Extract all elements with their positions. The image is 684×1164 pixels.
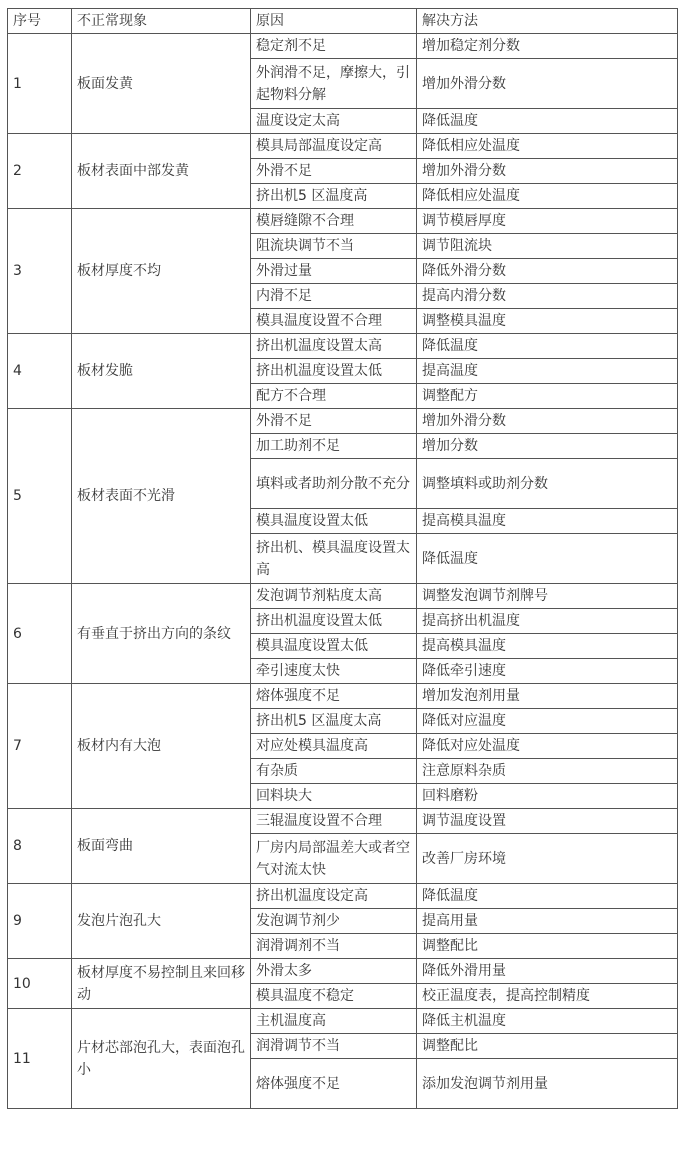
- cause-cell: 对应处模具温度高: [251, 734, 417, 759]
- solution-cell: 增加分数: [417, 434, 678, 459]
- row-number: 5: [8, 409, 72, 584]
- solution-cell: 降低相应处温度: [417, 134, 678, 159]
- table-row: [8, 34, 678, 59]
- cause-cell: 模具局部温度设定高: [251, 134, 417, 159]
- troubleshooting-table: [7, 8, 678, 1109]
- solution-cell: 降低相应处温度: [417, 184, 678, 209]
- cause-cell: 挤出机温度设置太低: [251, 359, 417, 384]
- solution-cell: 校正温度表，提高控制精度: [417, 984, 678, 1009]
- solution-cell: 降低外滑用量: [417, 959, 678, 984]
- table-row: [8, 1009, 678, 1034]
- header-cause: 原因: [251, 9, 417, 34]
- cause-cell: 配方不合理: [251, 384, 417, 409]
- cause-cell: 主机温度高: [251, 1009, 417, 1034]
- solution-cell: 注意原料杂质: [417, 759, 678, 784]
- solution-cell: 降低温度: [417, 884, 678, 909]
- row-number: 11: [8, 1009, 72, 1109]
- solution-cell: 调节阻流块: [417, 234, 678, 259]
- table-row: [8, 409, 678, 434]
- row-number: 10: [8, 959, 72, 1009]
- phenomenon-cell: 片材芯部泡孔大，表面泡孔小: [72, 1009, 251, 1109]
- cause-cell: 温度设定太高: [251, 109, 417, 134]
- solution-cell: 降低温度: [417, 109, 678, 134]
- row-number: 4: [8, 334, 72, 409]
- phenomenon-cell: 板材发脆: [72, 334, 251, 409]
- solution-cell: 提高内滑分数: [417, 284, 678, 309]
- solution-cell: 调节模唇厚度: [417, 209, 678, 234]
- cause-cell: 外滑过量: [251, 259, 417, 284]
- cause-cell: 回料块大: [251, 784, 417, 809]
- solution-cell: 提高模具温度: [417, 634, 678, 659]
- cause-cell: 模具温度不稳定: [251, 984, 417, 1009]
- row-number: 3: [8, 209, 72, 334]
- phenomenon-cell: 发泡片泡孔大: [72, 884, 251, 959]
- row-number: 8: [8, 809, 72, 884]
- row-number: 9: [8, 884, 72, 959]
- solution-cell: 增加外滑分数: [417, 409, 678, 434]
- table-row: [8, 884, 678, 909]
- cause-cell: 外滑不足: [251, 409, 417, 434]
- table-row: [8, 584, 678, 609]
- cause-cell: 发泡调节剂粘度太高: [251, 584, 417, 609]
- cause-cell: 有杂质: [251, 759, 417, 784]
- phenomenon-cell: 板材厚度不均: [72, 209, 251, 334]
- solution-cell: 调整发泡调节剂牌号: [417, 584, 678, 609]
- cause-cell: 三辊温度设置不合理: [251, 809, 417, 834]
- solution-cell: 改善厂房环境: [417, 834, 678, 884]
- phenomenon-cell: 有垂直于挤出方向的条纹: [72, 584, 251, 684]
- cause-cell: 阻流块调节不当: [251, 234, 417, 259]
- phenomenon-cell: 板材表面中部发黄: [72, 134, 251, 209]
- table-row: [8, 134, 678, 159]
- solution-cell: 增加外滑分数: [417, 59, 678, 109]
- cause-cell: 挤出机5 区温度太高: [251, 709, 417, 734]
- phenomenon-cell: 板面发黄: [72, 34, 251, 134]
- phenomenon-cell: 板材内有大泡: [72, 684, 251, 809]
- cause-cell: 厂房内局部温差大或者空气对流太快: [251, 834, 417, 884]
- cause-cell: 模唇缝隙不合理: [251, 209, 417, 234]
- cause-cell: 挤出机温度设置太高: [251, 334, 417, 359]
- phenomenon-cell: 板面弯曲: [72, 809, 251, 884]
- solution-cell: 降低温度: [417, 534, 678, 584]
- solution-cell: 提高模具温度: [417, 509, 678, 534]
- solution-cell: 提高温度: [417, 359, 678, 384]
- row-number: 2: [8, 134, 72, 209]
- header-row: [8, 9, 678, 34]
- cause-cell: 模具温度设置不合理: [251, 309, 417, 334]
- cause-cell: 内滑不足: [251, 284, 417, 309]
- solution-cell: 调节温度设置: [417, 809, 678, 834]
- row-number: 1: [8, 34, 72, 134]
- solution-cell: 增加外滑分数: [417, 159, 678, 184]
- cause-cell: 外润滑不足，摩擦大，引起物料分解: [251, 59, 417, 109]
- table-row: [8, 209, 678, 234]
- table-body: [8, 9, 678, 1109]
- cause-cell: 外滑不足: [251, 159, 417, 184]
- table-row: [8, 959, 678, 984]
- cause-cell: 填料或者助剂分散不充分: [251, 459, 417, 509]
- cause-cell: 模具温度设置太低: [251, 509, 417, 534]
- table-row: [8, 684, 678, 709]
- solution-cell: 降低主机温度: [417, 1009, 678, 1034]
- solution-cell: 降低对应处温度: [417, 734, 678, 759]
- solution-cell: 调整模具温度: [417, 309, 678, 334]
- cause-cell: 加工助剂不足: [251, 434, 417, 459]
- solution-cell: 增加稳定剂分数: [417, 34, 678, 59]
- header-solution: 解决方法: [417, 9, 678, 34]
- row-number: 7: [8, 684, 72, 809]
- header-phenomenon: 不正常现象: [72, 9, 251, 34]
- cause-cell: 熔体强度不足: [251, 1059, 417, 1109]
- cause-cell: 外滑太多: [251, 959, 417, 984]
- solution-cell: 回料磨粉: [417, 784, 678, 809]
- solution-cell: 调整填料或助剂分数: [417, 459, 678, 509]
- table-row: [8, 334, 678, 359]
- cause-cell: 挤出机温度设定高: [251, 884, 417, 909]
- cause-cell: 模具温度设置太低: [251, 634, 417, 659]
- solution-cell: 降低温度: [417, 334, 678, 359]
- solution-cell: 降低对应温度: [417, 709, 678, 734]
- cause-cell: 挤出机温度设置太低: [251, 609, 417, 634]
- solution-cell: 提高挤出机温度: [417, 609, 678, 634]
- row-number: 6: [8, 584, 72, 684]
- cause-cell: 熔体强度不足: [251, 684, 417, 709]
- header-no: 序号: [8, 9, 72, 34]
- solution-cell: 调整配比: [417, 934, 678, 959]
- cause-cell: 稳定剂不足: [251, 34, 417, 59]
- solution-cell: 调整配比: [417, 1034, 678, 1059]
- table-row: [8, 809, 678, 834]
- cause-cell: 润滑调剂不当: [251, 934, 417, 959]
- solution-cell: 调整配方: [417, 384, 678, 409]
- troubleshooting-table-wrapper: [7, 8, 678, 1109]
- solution-cell: 添加发泡调节剂用量: [417, 1059, 678, 1109]
- cause-cell: 挤出机、模具温度设置太高: [251, 534, 417, 584]
- phenomenon-cell: 板材表面不光滑: [72, 409, 251, 584]
- solution-cell: 提高用量: [417, 909, 678, 934]
- cause-cell: 发泡调节剂少: [251, 909, 417, 934]
- solution-cell: 降低外滑分数: [417, 259, 678, 284]
- cause-cell: 挤出机5 区温度高: [251, 184, 417, 209]
- cause-cell: 润滑调节不当: [251, 1034, 417, 1059]
- cause-cell: 牵引速度太快: [251, 659, 417, 684]
- solution-cell: 降低牵引速度: [417, 659, 678, 684]
- phenomenon-cell: 板材厚度不易控制且来回移动: [72, 959, 251, 1009]
- solution-cell: 增加发泡剂用量: [417, 684, 678, 709]
